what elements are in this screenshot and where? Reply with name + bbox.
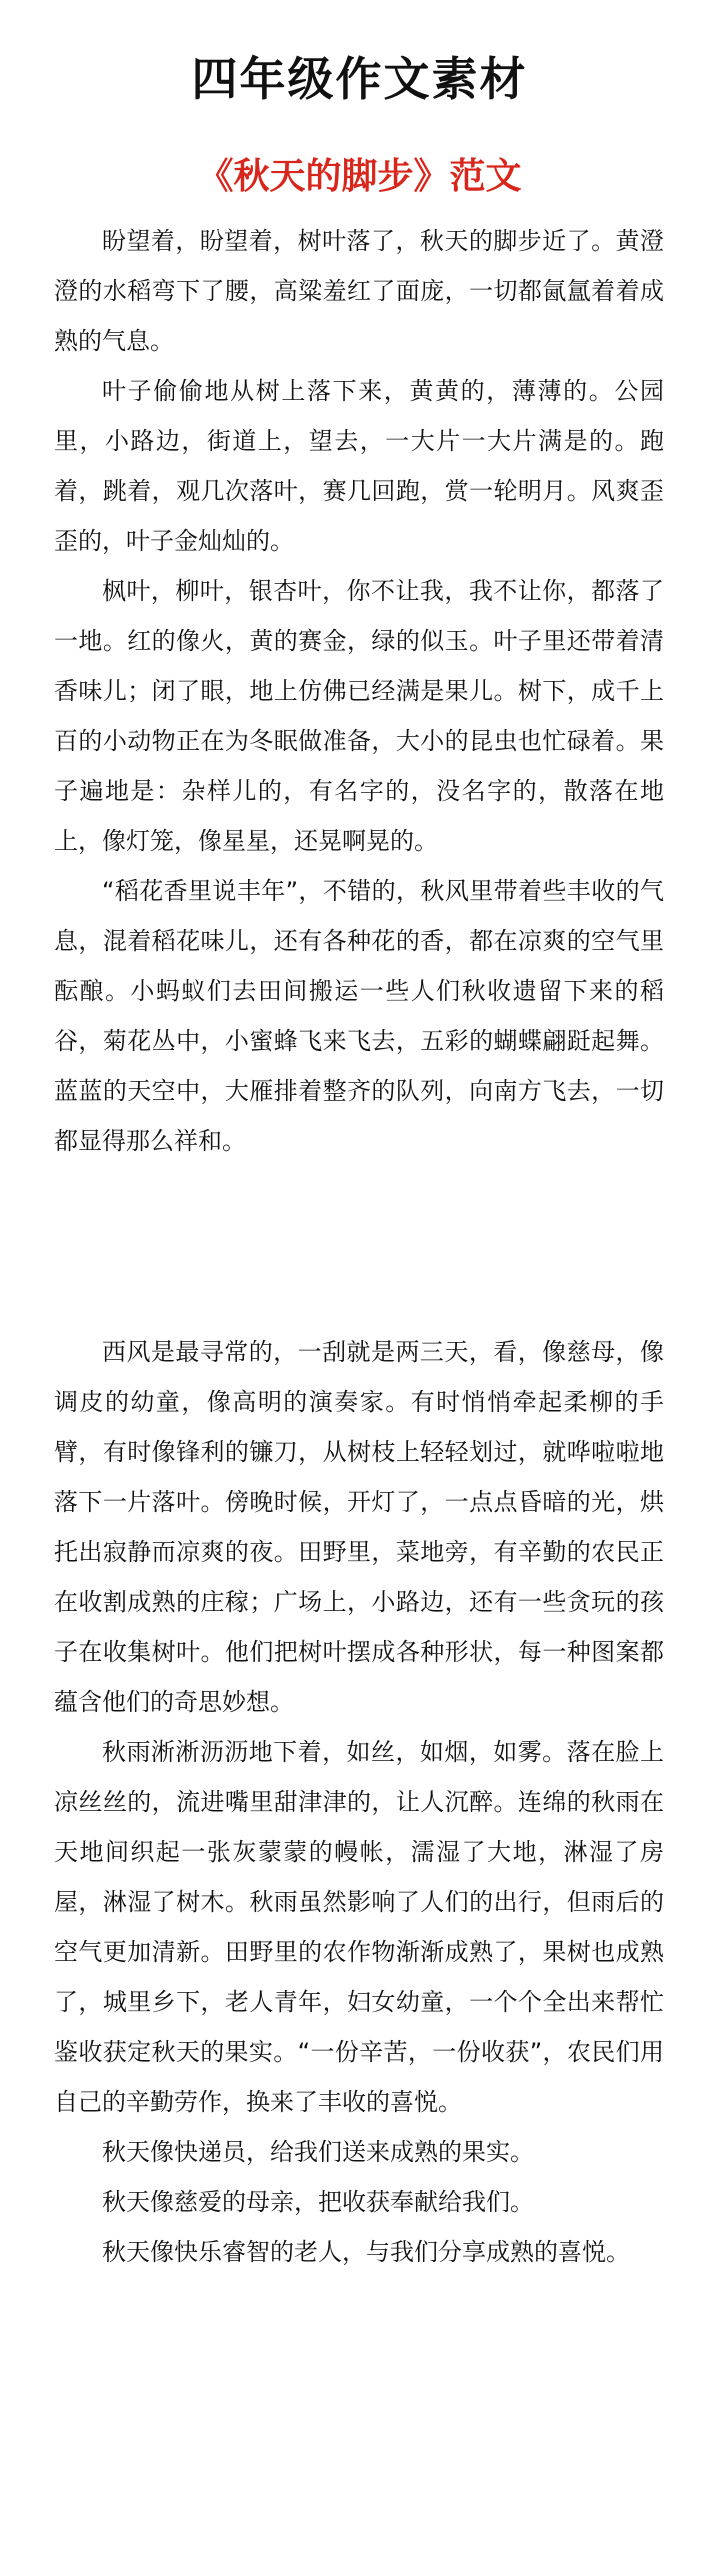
paragraph: 西风是最寻常的，一刮就是两三天，看，像慈母，像调皮的幼童，像高明的演奏家。有时悄悄牵起柔柳的手臂，有时像锋利的镰刀，从树枝上轻轻划过，就哗啦啦地落下一片落叶。傍晚时候，开灯了，一点点昏暗的光，烘托出寂静而凉爽的夜。田野里，菜地旁，有辛勤的农民正在收割成熟的庄稼；广场上，小路边，还有一些贪玩的孩子在收集树叶。他们把树叶摆成各种形状，每一种图案都蕴含他们的奇思妙想。	[54, 1338, 664, 1716]
paragraph: 盼望着，盼望着，树叶落了，秋天的脚步近了。黄澄澄的水稻弯下了腰，高粱羞红了面庞，一切都氤氲着着成熟的气息。	[54, 227, 664, 355]
article-subtitle: 《秋天的脚步》范文	[197, 156, 522, 197]
paragraph: 秋天像快递员，给我们送来成熟的果实。	[102, 2138, 534, 2166]
paragraph: “稻花香里说丰年”，不错的，秋风里带着些丰收的气息，混着稻花味儿，还有各种花的香，都在凉爽的空气里酝酿。小蚂蚁们去田间搬运一些人们秋收遗留下来的稻谷，菊花丛中，小蜜蜂飞来飞去，五彩的蝴蝶翩跹起舞。蓝蓝的天空中，大雁排着整齐的队列，向南方飞去，一切都显得那么祥和。	[54, 877, 664, 1155]
page-title: 四年级作文素材	[191, 52, 528, 106]
paragraph: 枫叶，柳叶，银杏叶，你不让我，我不让你，都落了一地。红的像火，黄的赛金，绿的似玉。叶子里还带着清香味儿；闭了眼，地上仿佛已经满是果儿。树下，成千上百的小动物正在为冬眠做准备，大小的昆虫也忙碌着。果子遍地是：杂样儿的，有名字的，没名字的，散落在地上，像灯笼，像星星，还晃啊晃的。	[54, 577, 664, 855]
paragraph: 叶子偷偷地从树上落下来，黄黄的，薄薄的。公园里，小路边，街道上，望去，一大片一大片满是的。跑着，跳着，观几次落叶，赛几回跑，赏一轮明月。风爽歪歪的，叶子金灿灿的。	[54, 377, 664, 555]
article-section-1	[54, 216, 664, 1166]
paragraph: 秋天像快乐睿智的老人，与我们分享成熟的喜悦。	[102, 2238, 630, 2266]
paragraph: 秋雨淅淅沥沥地下着，如丝，如烟，如雾。落在脸上凉丝丝的，流进嘴里甜津津的，让人沉醉。连绵的秋雨在天地间织起一张灰蒙蒙的幔帐，濡湿了大地，淋湿了房屋，淋湿了树木。秋雨虽然影响了人们的出行，但雨后的空气更加清新。田野里的农作物渐渐成熟了，果树也成熟了，城里乡下，老人青年，妇女幼童，一个个全出来帮忙鉴收获定秋天的果实。“一份辛苦，一份收获”，农民们用自己的辛勤劳作，换来了丰收的喜悦。	[54, 1738, 664, 2116]
paragraph: 秋天像慈爱的母亲，把收获奉献给我们。	[102, 2188, 534, 2216]
article-section-2	[54, 1327, 664, 2277]
